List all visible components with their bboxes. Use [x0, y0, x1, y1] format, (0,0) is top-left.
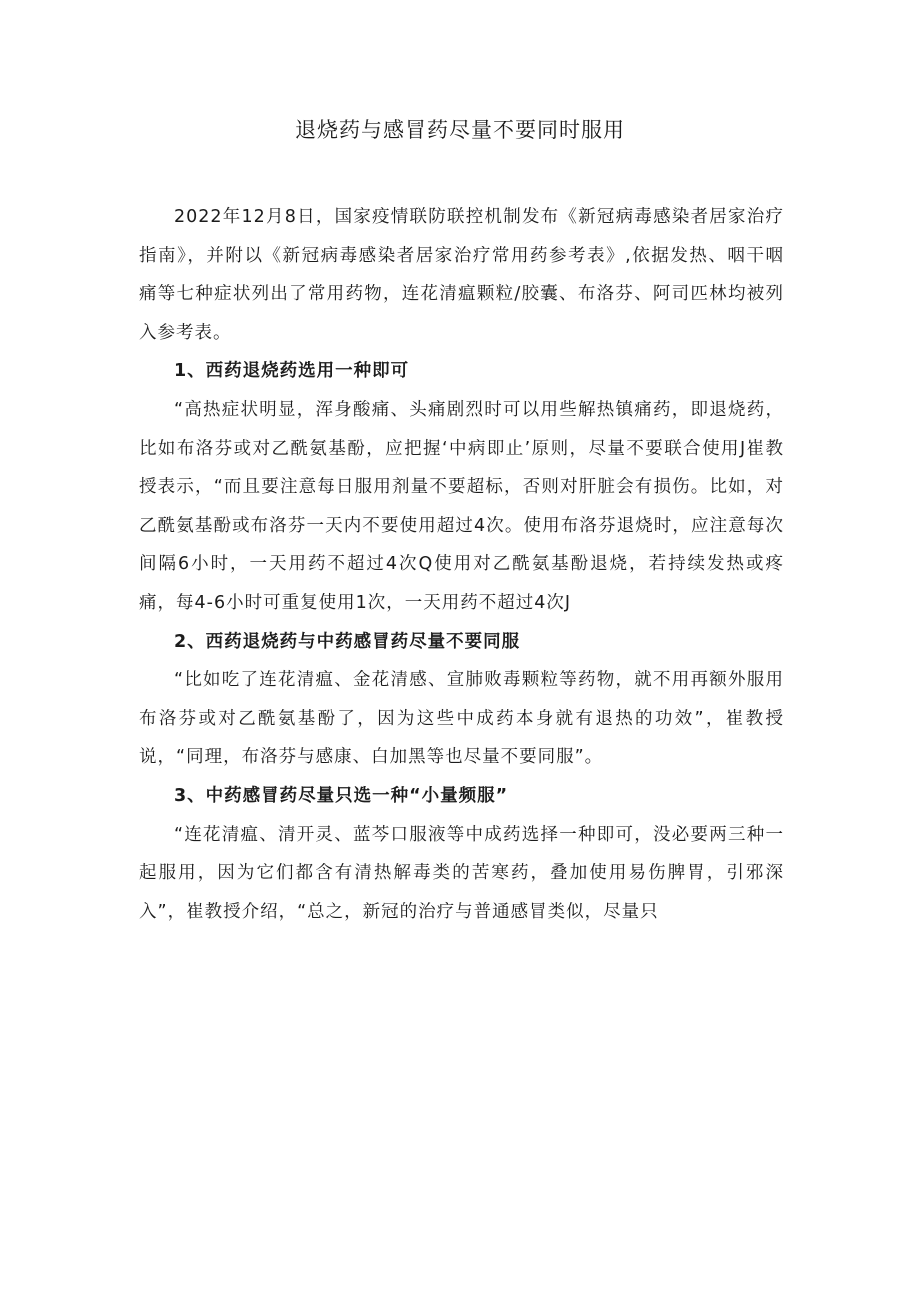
section-heading-3: 3、中药感冒药尽量只选一种“小量频服”	[174, 785, 509, 806]
section-heading-2: 2、西药退烧药与中药感冒药尽量不要同服	[174, 631, 521, 652]
page-title: 退烧药与感冒药尽量不要同时服用	[295, 118, 625, 142]
section-1-paragraph: “高热症状明显，浑身酸痛、头痛剧烈时可以用些解热镇痛药，即退烧药，比如布洛芬或对乙酰氨基酚，应把握‘中病即止’原则，尽量不要联合使用J崔教授表示，“而且要注意每日服用剂量不要超标，否则对肝脏会有损伤。比如，对乙酰氨基酚或布洛芬一天内不要使用超过4次。使用布洛芬退烧时，应注意每次间隔6小时，一天用药不超过4次Q使用对乙酰氨基酚退烧，若持续发热或疼痛，每4-6小时可重复使用1次，一天用药不超过4次J	[139, 399, 784, 613]
section-2-paragraph: “比如吃了连花清瘟、金花清感、宣肺败毒颗粒等药物，就不用再额外服用布洛芬或对乙酰氨基酚了，因为这些中成药本身就有退热的功效”，崔教授说，“同理，布洛芬与感康、白加黑等也尽量不要同服”。	[139, 670, 784, 768]
article-body	[139, 198, 784, 931]
intro-paragraph: 2022年12月8日，国家疫情联防联控机制发布《新冠病毒感染者居家治疗指南》，并附以《新冠病毒感染者居家治疗常用药参考表》,依据发热、咽干咽痛等七种症状列出了常用药物，连花清瘟颗粒/胶囊、布洛芬、阿司匹林均被列入参考表。	[139, 207, 784, 343]
section-heading-1: 1、西药退烧药选用一种即可	[174, 361, 410, 382]
section-3-paragraph: “连花清瘟、清开灵、蓝芩口服液等中成药选择一种即可，没必要两三种一起服用，因为它们都含有清热解毒类的苦寒药，叠加使用易伤脾胃，引邪深入”，崔教授介绍，“总之，新冠的治疗与普通感冒类似，尽量只	[139, 824, 784, 922]
